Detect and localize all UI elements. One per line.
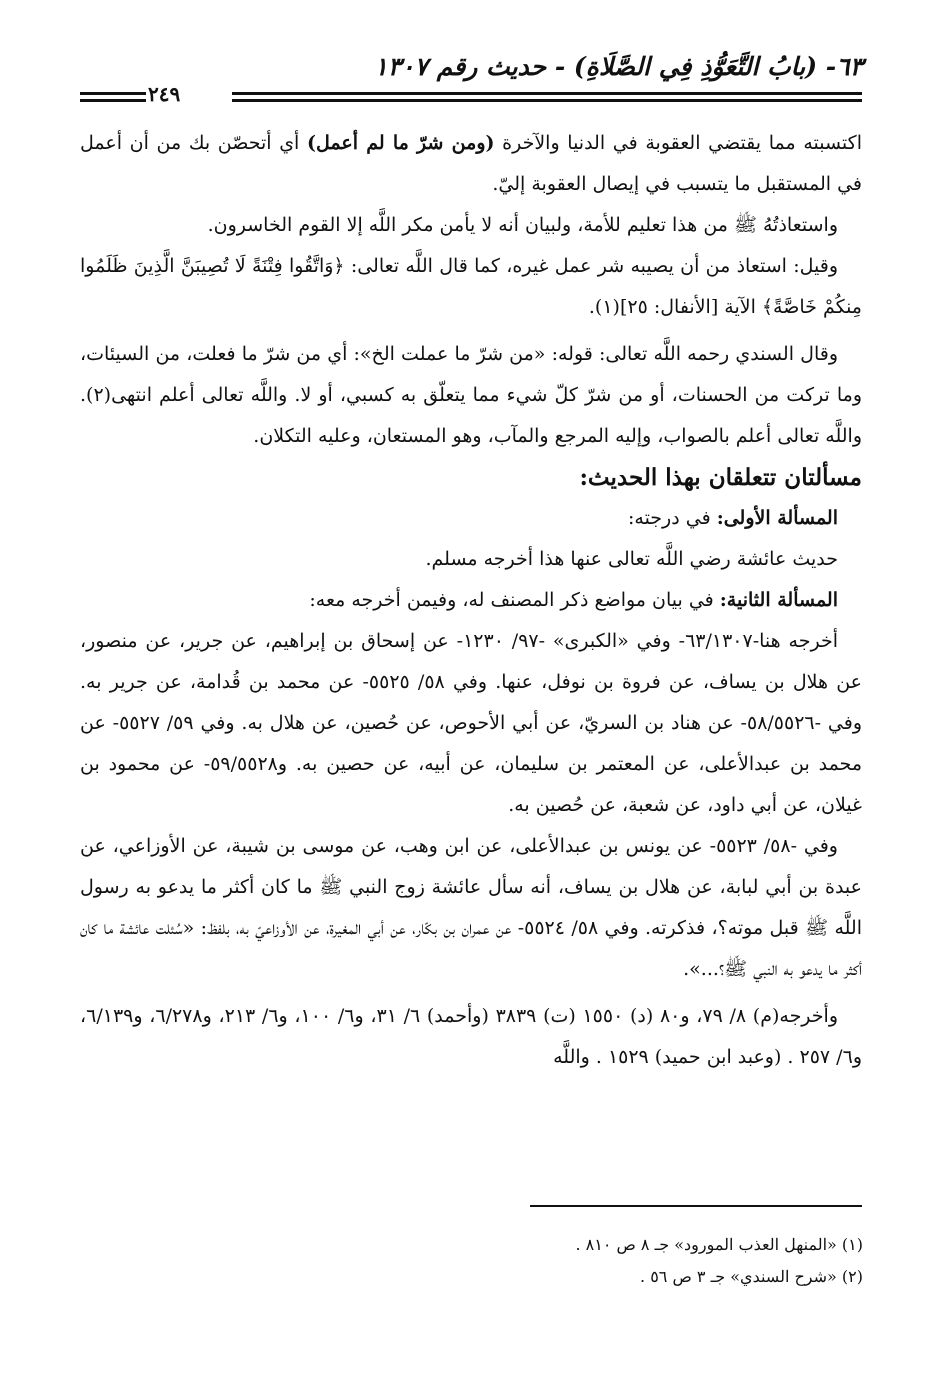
hadith-quote: (ومن شرّ ما لم أعمل) bbox=[307, 132, 495, 154]
section-title: مسألتان تتعلقان بهذا الحديث: bbox=[579, 464, 862, 491]
main-text bbox=[80, 123, 862, 1078]
paragraph-1-start: اكتسبته مما يقتضي العقوبة في الدنيا والآخرة bbox=[494, 132, 862, 154]
footnote-1: (١) «المنهل العذب المورود» جـ ٨ ص ٨١٠ . bbox=[575, 1235, 863, 1254]
question-2-text: في بيان مواضع ذكر المصنف له، وفيمن أخرجه معه: bbox=[309, 589, 720, 611]
question-1-body: حديث عائشة رضي اللَّه تعالى عنها هذا أخرجه مسلم. bbox=[425, 548, 838, 570]
paragraph-6: وفي -٥٨/ ٥٥٢٣- عن يونس بن عبدالأعلى، عن ابن وهب، عن موسى بن شيبة، عن الأوزاعي، عن عبدة بن أبي لبابة، عن هلال بن يساف، أنه سأل عائشة زوج النبي ﷺ ما كان أكثر ما يدعو به رسول اللَّه ﷺ قبل موته؟، فذكرته. وفي ٥٨/ ٥٥٢٤- عن عمران بن بكّار، عن أبي المغيرة، عن الأوزاعيّ به، بلفظ: «سُئلت عائشة ما كان أكثر ما يدعو به النبي ﷺ؟...». bbox=[80, 835, 862, 980]
footnote-divider bbox=[530, 1205, 862, 1207]
paragraph-5: أخرجه هنا-٦٣/١٣٠٧- وفي «الكبرى» -٩٧/ ١٢٣٠- عن إسحاق بن إبراهيم، عن جرير، عن منصور، عن هلال بن يساف، عن فروة بن نوفل، عنها. وفي ٥٨/ ٥٥٢٥- عن محمد بن قُدامة، عن جرير به. وفي -٥٨/٥٥٢٦- عن هناد بن السريّ، عن أبي الأحوص، عن حُصين، عن هلال به. وفي ٥٩/ ٥٥٢٧- عن محمد بن عبدالأعلى، عن المعتمر بن سليمان، عن أبيه، عن حصين به. و٥٩/٥٥٢٨- عن محمود بن غيلان، عن أبي داود، عن شعبة، عن حُصين به. bbox=[80, 630, 863, 816]
question-1-text: في درجته: bbox=[627, 507, 717, 529]
paragraph-1-end: أي أتحصّن بك من أن أعمل في المستقبل ما يتسبب في إيصال العقوبة إليّ. bbox=[80, 132, 862, 195]
header-rule-left-top bbox=[80, 92, 146, 95]
running-title: ٦٣- (بابُ التَّعَوُّذِ فِي الصَّلَاةِ) - حديث رقم ١٣٠٧ bbox=[374, 52, 863, 81]
page-number: ٢٤٩ bbox=[148, 82, 181, 106]
paragraph-4: وقال السندي رحمه اللَّه تعالى: قوله: «من شرّ ما عملت الخ»: أي من شرّ ما فعلت، من السيئات، وما تركت من الحسنات، أو من شرّ كلّ شيء مما يتعلّق به كسبي، أو لا. واللَّه تعالى أعلم انتهى(٢). واللَّه تعالى أعلم بالصواب، وإليه المرجع والمآب، وهو المستعان، وعليه التكلان. bbox=[80, 343, 862, 447]
header-rule-right-top bbox=[232, 92, 862, 95]
header-rule-right-bottom bbox=[232, 99, 862, 102]
footnotes bbox=[163, 1229, 863, 1293]
header-rule-left-bottom bbox=[80, 99, 146, 102]
question-1-heading bbox=[80, 498, 862, 539]
question-1-label: المسألة الأولى: bbox=[716, 507, 838, 529]
question-2-heading bbox=[80, 580, 862, 621]
paragraph-1 bbox=[80, 123, 862, 205]
paragraph-3: وقيل: استعاذ من أن يصيبه شر عمل غيره، كما قال اللَّه تعالى: ﴿وَاتَّقُوا فِتْنَةً لَا تُصِيبَنَّ الَّذِينَ ظَلَمُوا مِنكُمْ خَاصَّةً﴾ الآية [الأنفال: ٢٥](١). bbox=[80, 255, 862, 318]
paragraph-2: واستعاذتُهُ ﷺ من هذا تعليم للأمة، ولبيان أنه لا يأمن مكر اللَّه إلا القوم الخاسرون. bbox=[207, 214, 838, 236]
footnote-2: (٢) «شرح السندي» جـ ٣ ص ٥٦ . bbox=[640, 1267, 863, 1286]
paragraph-7: وأخرجه(م) ٨/ ٧٩، و٨٠ (د) ١٥٥٠ (ت) ٣٨٣٩ (وأحمد) ٦/ ٣١، و٦/ ١٠٠، و٦/ ٢١٣، و٦/٢٧٨، و٦/١٣٩، و٦/ ٢٥٧ . (وعبد ابن حميد) ١٥٢٩ . واللَّه bbox=[80, 1005, 862, 1068]
question-2-label: المسألة الثانية: bbox=[719, 589, 838, 611]
